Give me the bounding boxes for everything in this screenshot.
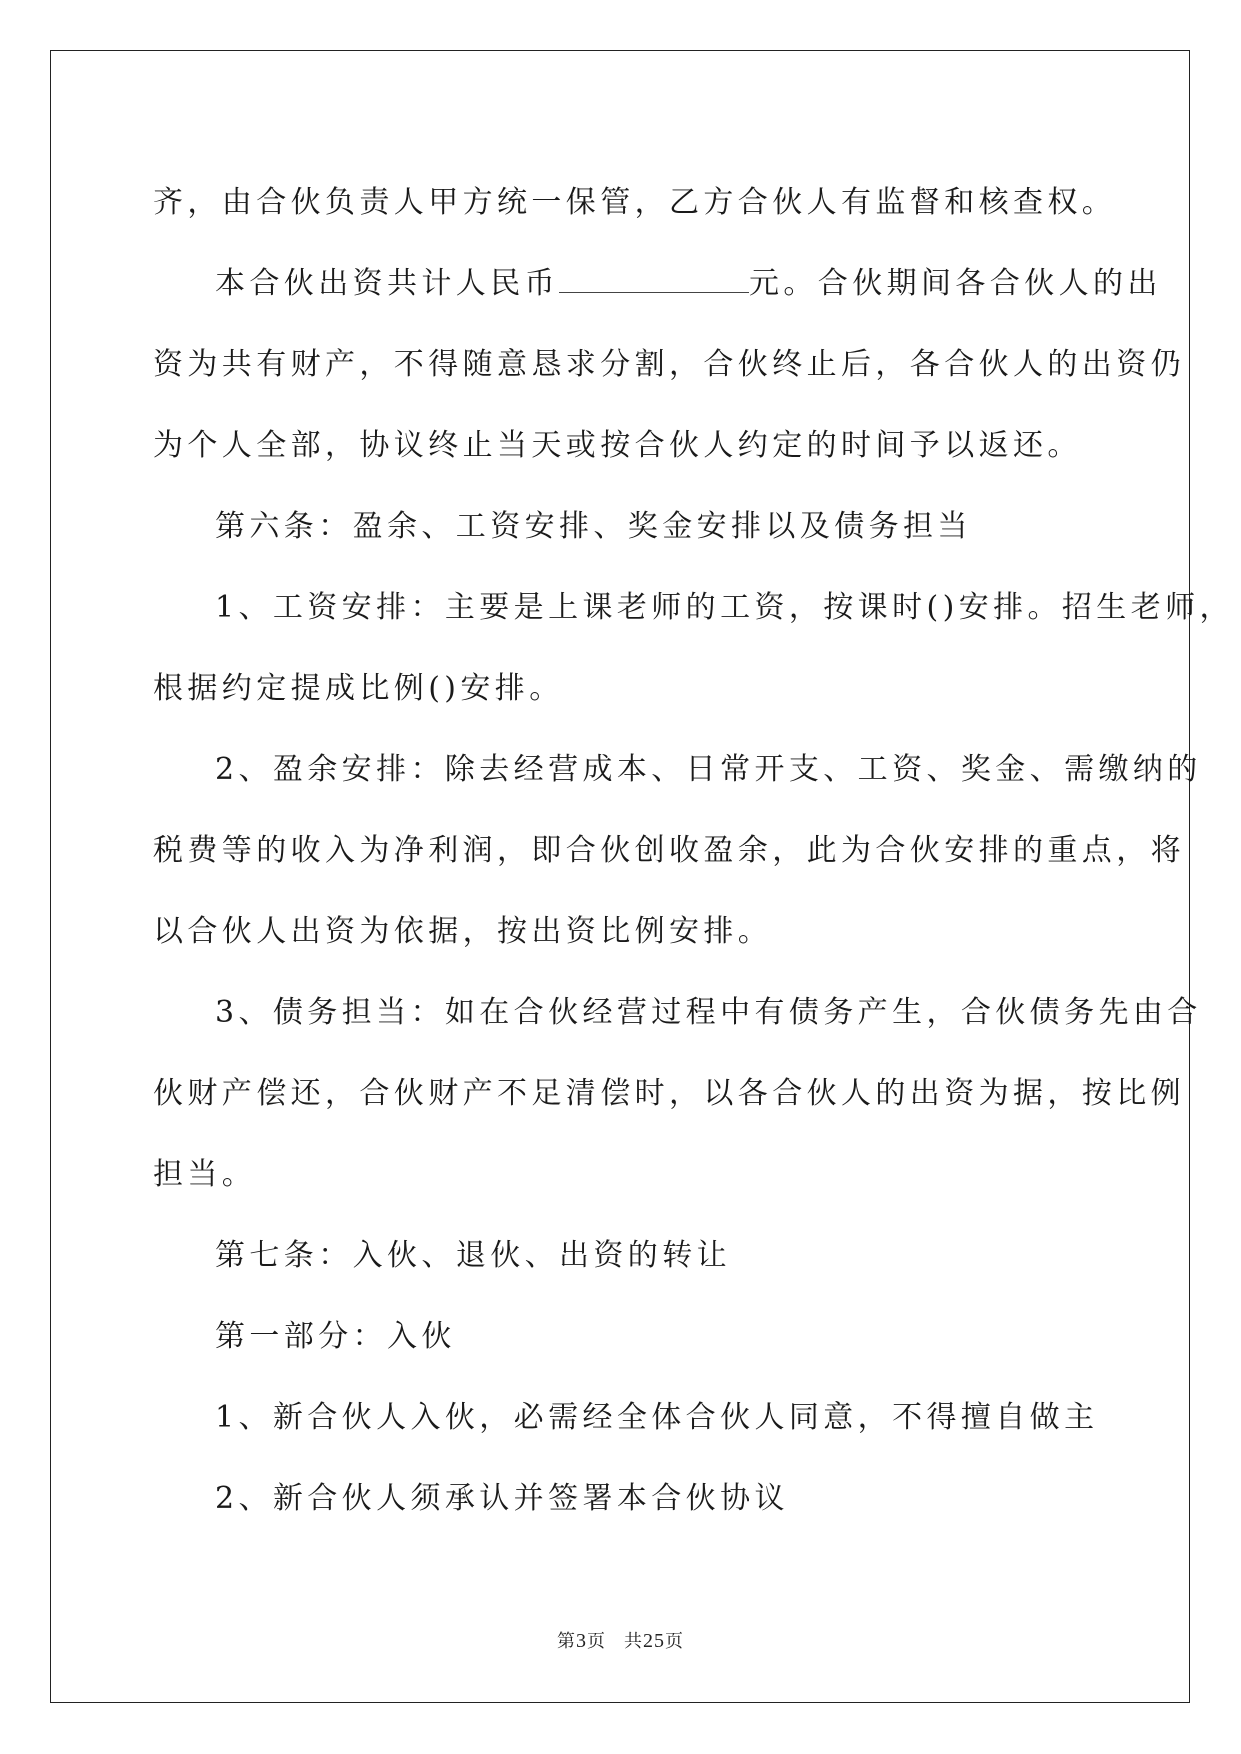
total-suffix: 页 [665,1631,684,1652]
paragraph-line: 2、盈余安排：除去经营成本、日常开支、工资、奖金、需缴纳的 [215,752,1202,787]
paragraph-line: 担当。 [153,1157,257,1192]
subsection-heading: 第一部分：入伙 [215,1319,456,1354]
paragraph-line: 为个人全部，协议终止当天或按合伙人约定的时间予以返还。 [153,428,1082,463]
paragraph-line: 3、债务担当：如在合伙经营过程中有债务产生，合伙债务先由合 [215,995,1202,1030]
paragraph-line: 资为共有财产，不得随意恳求分割，合伙终止后，各合伙人的出资仍 [153,347,1185,382]
section-heading: 第六条：盈余、工资安排、奖金安排以及债务担当 [215,509,972,544]
paragraph-line: 齐，由合伙负责人甲方统一保管，乙方合伙人有监督和核查权。 [153,185,1117,220]
paragraph-line: 1、工资安排：主要是上课老师的工资，按课时()安排。招生老师， [215,590,1234,625]
fill-in-blank [559,270,749,293]
paragraph-line-with-blank [153,243,1162,324]
paragraph-line: 伙财产偿还，合伙财产不足清偿时，以各合伙人的出资为据，按比例 [153,1076,1185,1111]
text-segment: 本合伙出资共计人民币 [215,266,559,301]
document-body [153,162,1234,1539]
text-segment: 元。合伙期间各合伙人的出 [749,266,1162,301]
total-prefix: 共 [624,1631,643,1652]
paragraph-line: 税费等的收入为净利润，即合伙创收盈余，此为合伙安排的重点，将 [153,833,1185,868]
page-suffix: 页 [587,1631,606,1652]
paragraph-line: 1、新合伙人入伙，必需经全体合伙人同意，不得擅自做主 [215,1400,1099,1435]
page-number: 3 [576,1630,587,1652]
section-heading: 第七条：入伙、退伙、出资的转让 [215,1238,731,1273]
paragraph-line: 2、新合伙人须承认并签署本合伙协议 [215,1481,789,1516]
page-prefix: 第 [557,1631,576,1652]
total-pages: 25 [643,1630,665,1652]
paragraph-line: 以合伙人出资为依据，按出资比例安排。 [153,914,773,949]
page-footer [0,1627,1241,1653]
paragraph-line: 根据约定提成比例()安排。 [153,671,564,706]
